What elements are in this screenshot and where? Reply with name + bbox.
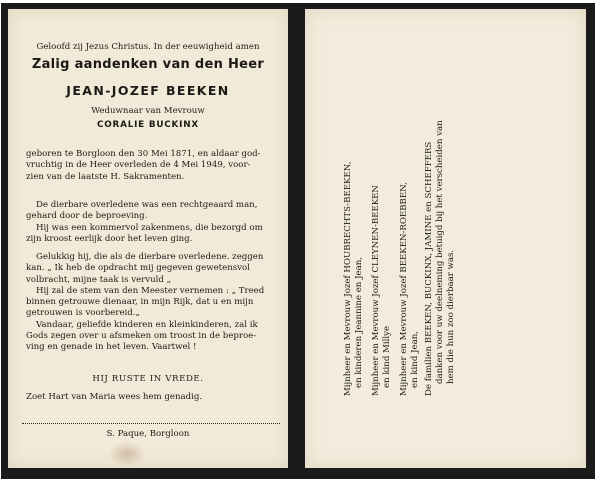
family-thanks: [424, 120, 457, 396]
family-beeken-roebben: [399, 182, 421, 396]
dotted-divider: [22, 423, 280, 424]
text-line: zijn kroost eerlijk door het leven ging.: [26, 233, 193, 244]
character-paragraph: [26, 200, 280, 245]
opening-line: Geloofd zij Jezus Christus. In der eeuwigheid amen: [36, 42, 260, 52]
widower-line: Weduwnaar van Mevrouw: [91, 106, 205, 116]
rest-in-peace: HIJ RUSTE IN VREDE.: [92, 374, 204, 384]
biography-paragraph: [26, 149, 280, 183]
text-line: ving en genade in het leven. Vaartwel !: [26, 342, 197, 353]
family-line: en kind Millye: [382, 325, 392, 388]
text-line: volbracht, mijne taak is vervuld „: [26, 274, 172, 285]
prayer-line: Zoet Hart van Maria wees hem genadig.: [26, 392, 203, 402]
text-line: kan. „ Ik heb de opdracht mij gegeven gewetensvol: [26, 263, 250, 274]
paper-stain: [108, 441, 146, 467]
text-line: getrouwen is voorbereid.„: [26, 308, 140, 319]
right-card-panel: [305, 9, 586, 468]
text-line: Gelukkig hij, die als de dierbare overledene. zeggen: [36, 252, 264, 262]
text-line: binnen getrouwe dienaar, in mijn Rijk, dat u en mijn: [26, 297, 254, 308]
card-title: Zalig aandenken van den Heer: [31, 57, 265, 72]
family-line: danken voor uw deelneming betuigd bij het verscheiden van: [435, 120, 445, 384]
bio-line: vruchtig in de Heer overleden de 4 Mei 1949, voor-: [26, 160, 251, 171]
family-cleynen: [371, 185, 393, 396]
family-line: en kinderen Jeannine en Jean,: [354, 257, 364, 388]
text-line: Hij zal de stem van den Meester vernemen : „ Treed: [36, 285, 265, 296]
bio-line: geboren te Borgloon den 30 Mei 1871, en aldaar god-: [26, 149, 261, 159]
text-line: De dierbare overledene was een rechtgeaard man,: [36, 200, 258, 210]
text-line: Gods zegen over u afsmeken om troost in de beproe-: [26, 331, 257, 342]
farewell-paragraph: [26, 252, 280, 354]
family-line: hem die hun zoo dierbaar was.: [446, 249, 456, 384]
family-line: Mijnheer en Mevrouw Jozef BEEKEN-ROEBBEN,: [399, 182, 409, 396]
family-line: Mijnheer en Mevrouw Jozef CLEYNEN-BEEKEN: [371, 185, 381, 396]
text-line: Hij was een kommervol zakenmens, die bezorgd om: [36, 222, 263, 233]
family-line: De familien BEEKEN, BUCKINX, JAMINE en SCHEFFERS: [424, 141, 434, 396]
left-card-panel: [8, 9, 288, 468]
family-line: en kind Jean,: [410, 331, 420, 388]
wife-name: CORALIE BUCKINX: [96, 120, 199, 130]
printer-credit: S. Paque, Borgloon: [106, 429, 190, 439]
bio-line: zien van de laatste H. Sakramenten.: [26, 171, 185, 182]
family-houbrechts: [343, 162, 365, 396]
text-line: gehard door de beproeving.: [26, 211, 148, 222]
family-line: Mijnheer en Mevrouw Jozef HOUBRECHTS-BEEKEN,: [343, 161, 353, 396]
text-line: Vandaar, geliefde kinderen en kleinkinderen, zal ik: [36, 319, 258, 330]
deceased-name: JEAN-JOZEF BEEKEN: [66, 83, 230, 98]
